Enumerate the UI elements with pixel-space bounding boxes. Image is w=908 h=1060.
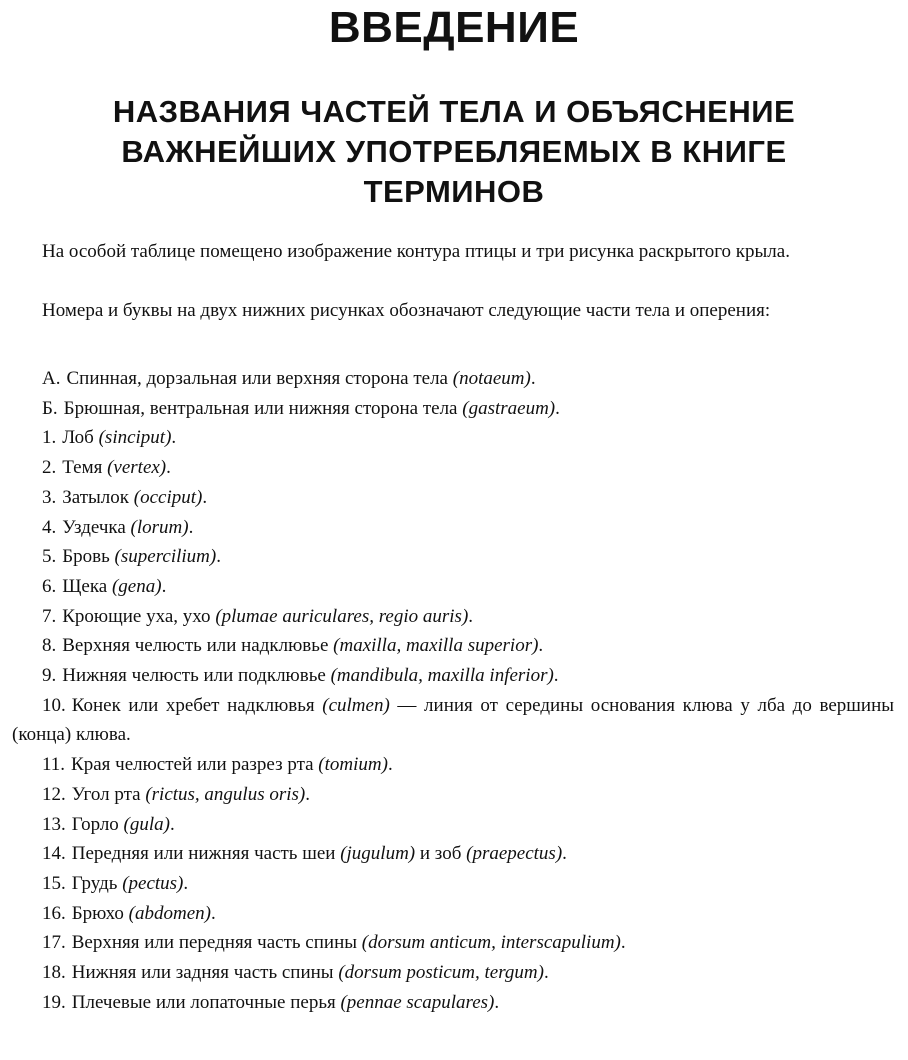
term-number: 9. <box>42 665 57 687</box>
term-text: Затылок <box>62 486 129 508</box>
term-latin: (gula) <box>123 813 170 835</box>
term-item <box>12 899 894 929</box>
term-latin: (supercilium) <box>114 546 217 568</box>
term-tail: . <box>555 397 560 419</box>
term-latin: (culmen) <box>322 694 390 716</box>
term-tail: . <box>562 843 567 865</box>
term-latin: (gastraeum) <box>462 397 556 419</box>
term-text: Спинная, дорзальная или верхняя сторона тела <box>66 368 448 389</box>
term-text: Брюхо <box>71 902 124 924</box>
term-item <box>12 691 894 750</box>
term-text: Брюшная, вентральная или нижняя сторона тела <box>63 397 458 419</box>
term-number: 14. <box>42 843 66 865</box>
term-item <box>12 988 894 1018</box>
term-latin: (lorum) <box>130 516 189 538</box>
term-tail: . <box>305 783 310 805</box>
term-text: Края челюстей или разрез рта <box>71 754 314 776</box>
term-number: А. <box>42 368 61 389</box>
term-number: 3. <box>42 486 57 508</box>
subtitle-line: ТЕРМИНОВ <box>363 174 545 209</box>
subtitle-line: НАЗВАНИЯ ЧАСТЕЙ ТЕЛА И ОБЪЯСНЕНИЕ <box>112 94 796 129</box>
term-item <box>12 364 894 394</box>
term-latin: (rictus, angulus oris) <box>145 783 306 805</box>
term-latin: (gena) <box>111 575 162 597</box>
term-tail: . <box>188 516 194 538</box>
term-tail: . <box>553 665 559 687</box>
term-item <box>12 542 894 572</box>
term-number: 12. <box>42 783 66 805</box>
term-latin: (sinciput) <box>98 427 172 449</box>
term-tail: . <box>468 605 474 627</box>
term-latin: (dorsum posticum, tergum) <box>338 962 544 984</box>
term-item <box>12 780 894 810</box>
term-text: Передняя или нижняя часть шеи <box>71 843 336 865</box>
term-tail: . <box>387 754 393 776</box>
term-item <box>12 394 894 424</box>
term-item <box>12 513 894 543</box>
term-number: 7. <box>42 605 57 627</box>
term-text: Бровь <box>62 546 110 568</box>
term-latin: (pennae scapulares) <box>340 991 495 1013</box>
term-tail: . <box>543 962 549 984</box>
term-item <box>12 810 894 840</box>
term-text: Верхняя или передняя часть спины <box>71 932 358 954</box>
term-item <box>12 869 894 899</box>
term-number: 18. <box>42 962 66 984</box>
term-tail: . <box>530 368 536 389</box>
term-number: 13. <box>42 813 66 835</box>
term-latin: (dorsum anticum, interscapulium) <box>361 932 621 954</box>
subtitle-line: ВАЖНЕЙШИХ УПОТРЕБЛЯЕМЫХ В КНИГЕ <box>121 134 787 169</box>
term-latin: (jugulum) <box>340 843 416 865</box>
term-latin: (abdomen) <box>128 902 211 924</box>
intro-paragraph: Номера и буквы на двух нижних рисунках обозначают следующие части тела и оперения: <box>42 300 771 321</box>
term-item <box>12 750 894 780</box>
term-number: 1. <box>42 427 57 449</box>
term-latin: (vertex) <box>107 457 167 479</box>
term-item <box>12 423 894 453</box>
term-number: 16. <box>42 902 66 924</box>
term-text: Уздечка <box>62 516 126 538</box>
term-tail: . <box>166 457 171 479</box>
term-item <box>12 661 894 691</box>
term-item <box>12 958 894 988</box>
term-number: 8. <box>42 635 57 657</box>
terms-list <box>12 364 894 1017</box>
term-tail: . <box>210 902 216 924</box>
term-latin: (praepectus) <box>466 843 563 865</box>
term-item <box>12 572 894 602</box>
term-tail: . <box>161 575 167 597</box>
term-latin: (maxilla, maxilla superior) <box>333 635 539 657</box>
page-title: ВВЕДЕНИЕ <box>328 3 580 52</box>
term-number: 10. <box>42 694 66 716</box>
intro-paragraph: На особой таблице помещено изображение контура птицы и три рисунка раскрытого крыла. <box>42 241 790 262</box>
term-latin: (occiput) <box>133 486 203 508</box>
term-number: 2. <box>42 457 57 479</box>
term-number: Б. <box>42 397 58 419</box>
term-item <box>12 928 894 958</box>
term-tail: . <box>538 635 544 657</box>
term-number: 11. <box>42 754 66 776</box>
term-text: Плечевые или лопаточные перья <box>71 991 336 1013</box>
term-item <box>12 631 894 661</box>
term-number: 6. <box>42 575 57 597</box>
term-tail: . <box>494 991 500 1013</box>
term-item <box>12 602 894 632</box>
term-text: Нижняя челюсть или подклювье <box>62 665 326 687</box>
term-tail: — линия от середины основания клюва у лба до вершины (конца) клюва. <box>12 694 894 746</box>
term-tail: . <box>202 486 208 508</box>
term-text: Угол рта <box>71 783 141 805</box>
term-text: Щека <box>62 575 108 597</box>
section-subtitle <box>0 92 908 212</box>
term-tail: . <box>216 546 221 568</box>
term-number: 19. <box>42 991 66 1013</box>
term-text: Темя <box>62 457 103 479</box>
term-tail: . <box>169 813 175 835</box>
term-text: Лоб <box>62 427 94 449</box>
term-latin: (mandibula, maxilla inferior) <box>330 665 554 687</box>
term-number: 15. <box>42 872 66 894</box>
term-number: 5. <box>42 546 57 568</box>
term-tail: . <box>183 872 189 894</box>
term-latin: (tomium) <box>318 754 388 776</box>
term-tail: и зоб <box>415 843 467 865</box>
term-tail: . <box>171 427 177 449</box>
term-text: Грудь <box>71 872 118 894</box>
term-latin: (pectus) <box>122 872 184 894</box>
term-latin: (notaeum) <box>452 368 531 389</box>
term-text: Кроющие уха, ухо <box>62 605 211 627</box>
term-number: 17. <box>42 932 66 954</box>
term-item <box>12 839 894 869</box>
term-item <box>12 483 894 513</box>
term-text: Горло <box>71 813 119 835</box>
term-latin: (plumae auriculares, regio auris) <box>215 605 469 627</box>
term-text: Верхняя челюсть или надклювье <box>62 635 329 657</box>
term-tail: . <box>620 932 626 954</box>
term-text: Конек или хребет надклювья <box>71 694 315 716</box>
term-item <box>12 453 894 483</box>
term-number: 4. <box>42 516 57 538</box>
term-text: Нижняя или задняя часть спины <box>71 962 334 984</box>
